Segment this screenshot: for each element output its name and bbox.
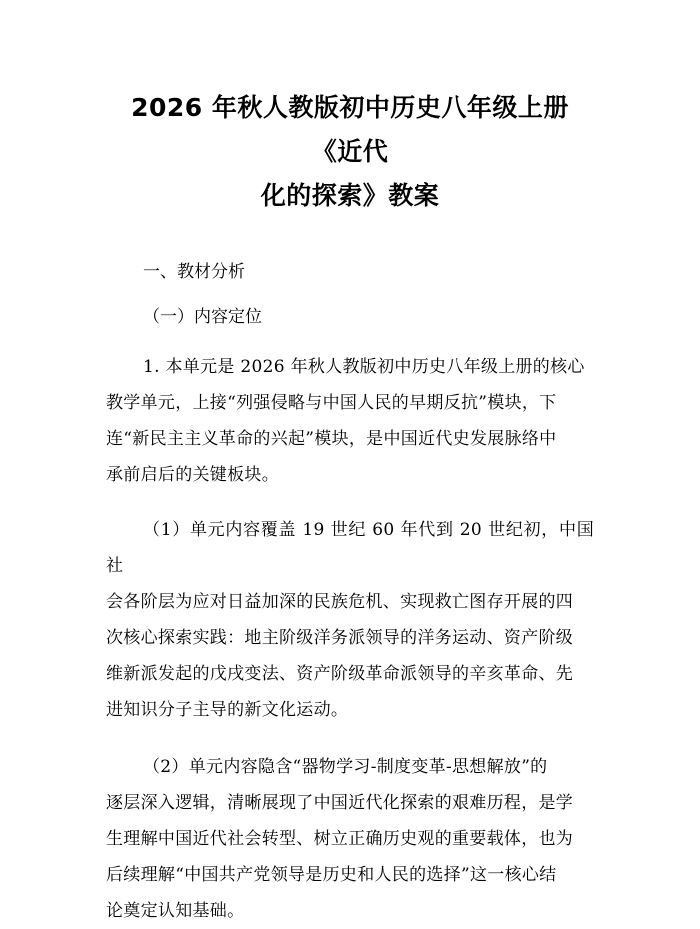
paragraph-line: 进知识分子主导的新文化运动。 xyxy=(106,700,349,720)
paragraph-line: 连“新民主主义革命的兴起”模块，是中国近代史发展脉络中 xyxy=(106,429,557,449)
paragraph-line: 教学单元，上接“列强侵略与中国人民的早期反抗”模块，下 xyxy=(106,393,557,413)
paragraph-line: 1. 本单元是 2026 年秋人教版初中历史八年级上册的核心 xyxy=(143,357,585,377)
paragraph-line: 逐层深入逻辑，清晰展现了中国近代化探索的艰难历程，是学 xyxy=(106,793,574,813)
paragraph-line: （1）单元内容覆盖 19 世纪 60 年代到 20 世纪初，中国社 xyxy=(106,520,594,576)
paragraph-2 xyxy=(106,512,594,728)
paragraph-line: 次核心探索实践：地主阶级洋务派领导的洋务运动、资产阶级 xyxy=(106,628,574,648)
paragraph-line: 后续理解“中国共产党领导是历史和人民的选择”这一核心结 xyxy=(106,865,557,885)
title-line: 化的探索》教案 xyxy=(260,181,440,210)
paragraph-1 xyxy=(106,349,594,493)
paragraph-line: 会各阶层为应对日益加深的民族危机、实现救亡图存开展的四 xyxy=(106,592,574,612)
document-title xyxy=(106,86,594,218)
title-line: 2026 年秋人教版初中历史八年级上册《近代 xyxy=(131,93,569,166)
section-heading: 一、教材分析 xyxy=(143,262,245,282)
subsection-heading: （一）内容定位 xyxy=(143,307,262,327)
paragraph-line: 维新派发起的戊戌变法、资产阶级革命派领导的辛亥革命、先 xyxy=(106,664,574,684)
paragraph-line: 生理解中国近代社会转型、树立正确历史观的重要载体，也为 xyxy=(106,829,574,849)
paragraph-line: 承前启后的关键板块。 xyxy=(106,465,279,485)
paragraph-line: （2）单元内容隐含“器物学习-制度变革-思想解放”的 xyxy=(143,757,548,777)
paragraph-line: 论奠定认知基础。 xyxy=(106,901,245,921)
paragraph-3 xyxy=(106,749,594,929)
